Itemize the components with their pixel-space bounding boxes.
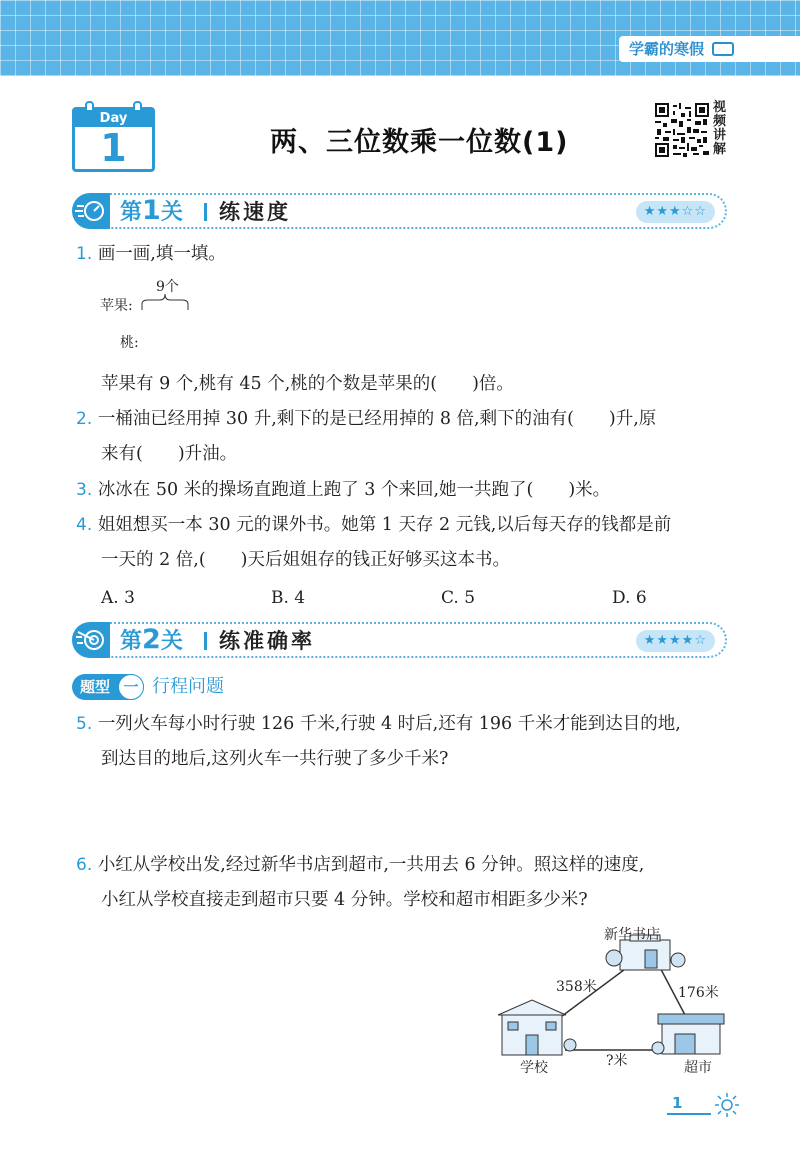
type-number: 一 xyxy=(118,674,144,700)
school-icon xyxy=(498,1000,576,1055)
question-4: 4. 姐姐想买一本 30 元的课外书。她第 1 天存 2 元钱,以后每天存的钱都是前 xyxy=(76,515,672,535)
speed-icon xyxy=(72,193,110,229)
question-6-line2: 小红从学校直接走到超市只要 4 分钟。学校和超市相距多少米? xyxy=(101,890,588,910)
supermarket-icon xyxy=(652,1014,724,1054)
page-title: 两、三位数乘一位数(1) xyxy=(270,127,569,158)
qr-label: 视 频 讲 解 xyxy=(713,100,727,157)
section-level: 第1关 xyxy=(120,195,183,226)
section-level: 第2关 xyxy=(120,624,183,655)
section-divider xyxy=(204,203,207,221)
difficulty-stars: ★★★☆☆ xyxy=(636,201,715,223)
question-2: 2. 一桶油已经用掉 30 升,剩下的是已经用掉的 8 倍,剩下的油有( )升,原 xyxy=(76,409,657,429)
distance-bookstore-market: 176米 xyxy=(678,985,719,1001)
market-label: 超市 xyxy=(684,1060,712,1076)
section-name: 练准确率 xyxy=(219,629,315,653)
header-badge xyxy=(619,36,742,62)
question-type-name: 行程问题 xyxy=(152,676,224,697)
peach-label: 桃: xyxy=(120,335,139,351)
brace-label: 9个 xyxy=(156,279,179,295)
apple-label: 苹果: xyxy=(100,298,133,314)
distance-school-bookstore: 358米 xyxy=(556,979,597,995)
question-type-pill: 题型 一 xyxy=(72,674,144,700)
day-label: Day xyxy=(75,110,152,127)
header-badge-text: 学霸的寒假 xyxy=(628,40,704,58)
day-badge xyxy=(72,107,155,172)
question-6: 6. 小红从学校出发,经过新华书店到超市,一共用去 6 分钟。照这样的速度, xyxy=(76,855,645,875)
section-divider xyxy=(204,632,207,650)
option-c[interactable]: C. 5 xyxy=(441,588,476,608)
card-icon xyxy=(712,42,734,56)
header-badge-tail xyxy=(742,36,800,62)
question-2-line2: 来有( )升油。 xyxy=(101,444,238,464)
page-number-underline xyxy=(667,1113,711,1115)
difficulty-stars: ★★★★☆ xyxy=(636,630,715,652)
sun-icon xyxy=(712,1090,742,1120)
brace-icon xyxy=(140,292,190,312)
question-5-line2: 到达目的地后,这列火车一共行驶了多少千米? xyxy=(101,749,449,769)
question-1: 1. 画一画,填一填。 xyxy=(76,244,226,264)
day-number: 1 xyxy=(100,126,127,170)
question-1-blank-line: 苹果有 9 个,桃有 45 个,桃的个数是苹果的( )倍。 xyxy=(101,374,514,394)
bookstore-label: 新华书店 xyxy=(604,927,660,943)
question-5: 5. 一列火车每小时行驶 126 千米,行驶 4 时后,还有 196 千米才能到达目的地, xyxy=(76,714,681,734)
qr-code-icon[interactable] xyxy=(655,103,709,157)
option-a[interactable]: A. 3 xyxy=(101,588,135,608)
section-name: 练速度 xyxy=(219,200,291,224)
option-b[interactable]: B. 4 xyxy=(271,588,306,608)
question-4-line2: 一天的 2 倍,( )天后姐姐存的钱正好够买这本书。 xyxy=(101,550,510,570)
section-header-2 xyxy=(72,622,727,658)
distance-school-market: ?米 xyxy=(606,1053,628,1069)
question-3: 3. 冰冰在 50 米的操场直跑道上跑了 3 个来回,她一共跑了( )米。 xyxy=(76,480,611,500)
school-label: 学校 xyxy=(520,1060,548,1076)
option-d[interactable]: D. 6 xyxy=(612,588,647,608)
page-number: 1 xyxy=(672,1094,683,1112)
target-icon xyxy=(72,622,110,658)
section-header-1 xyxy=(72,193,727,229)
